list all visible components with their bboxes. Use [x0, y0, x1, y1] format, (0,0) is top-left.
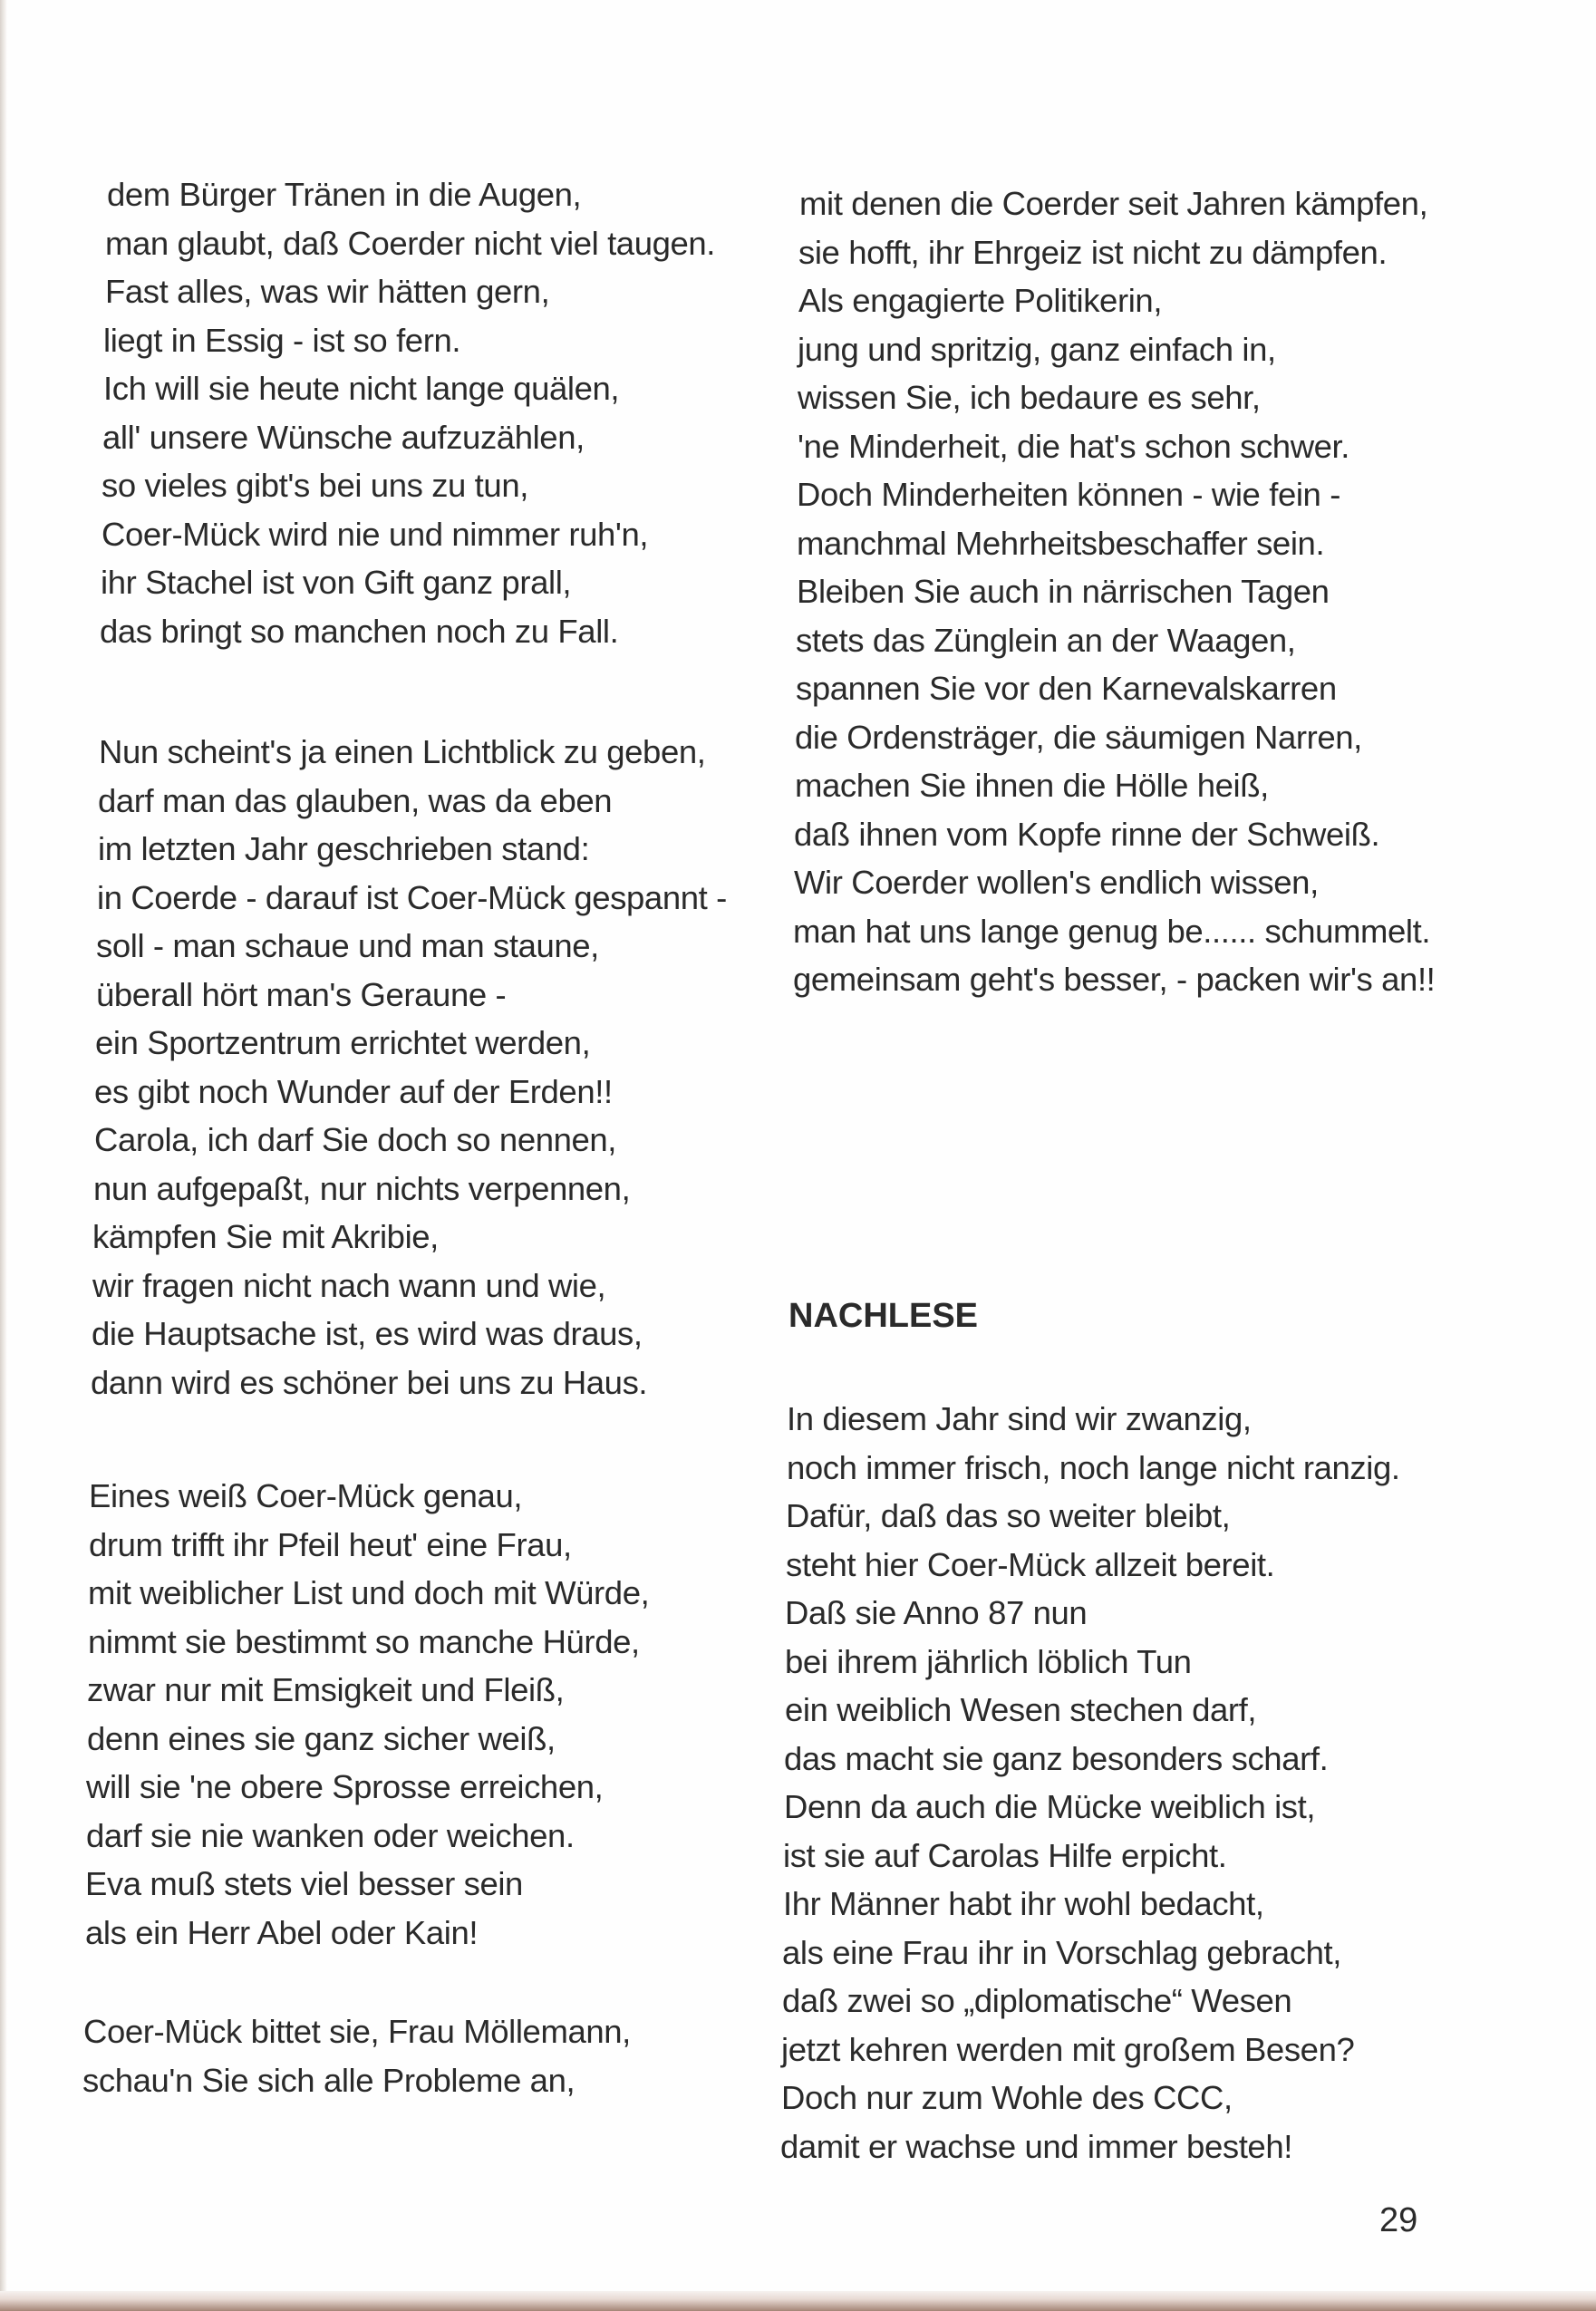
- verse-line: machen Sie ihnen die Hölle heiß,: [795, 767, 1269, 804]
- stanza-6: [780, 1395, 1474, 2171]
- verse-line: Daß sie Anno 87 nun: [785, 1594, 1088, 1631]
- verse-line: ein weiblich Wesen stechen darf,: [785, 1691, 1257, 1728]
- verse-line: damit er wachse und immer besteh!: [780, 2127, 1292, 2165]
- stanza-5: [785, 179, 1474, 1004]
- verse-line: 'ne Minderheit, die hat's schon schwer.: [798, 427, 1350, 465]
- left-column: [82, 170, 741, 2104]
- verse-line: manchmal Mehrheitsbeschaffer sein.: [797, 524, 1325, 562]
- stanza-2: [89, 728, 741, 1407]
- verse-line: Nun scheint's ja einen Lichtblick zu geben,: [99, 733, 706, 770]
- verse-line: Eva muß stets viel besser sein: [85, 1865, 523, 1902]
- verse-line: daß zwei so „diplomatische“ Wesen: [782, 1982, 1292, 2019]
- verse-line: In diesem Jahr sind wir zwanzig,: [787, 1400, 1252, 1437]
- verse-line: kämpfen Sie mit Akribie,: [92, 1218, 439, 1255]
- verse-line: ist sie auf Carolas Hilfe erpicht.: [783, 1836, 1227, 1874]
- verse-line: es gibt noch Wunder auf der Erden!!: [94, 1072, 613, 1110]
- verse-line: das macht sie ganz besonders scharf.: [784, 1739, 1329, 1777]
- verse-line: Fast alles, was wir hätten gern,: [105, 273, 550, 310]
- verse-line: als ein Herr Abel oder Kain!: [85, 1913, 479, 1951]
- verse-line: schau'n Sie sich alle Probleme an,: [82, 2061, 576, 2099]
- verse-line: stets das Zünglein an der Waagen,: [796, 621, 1296, 659]
- verse-line: sie hofft, ihr Ehrgeiz ist nicht zu dämpfen.: [798, 233, 1388, 271]
- verse-line: Wir Coerder wollen's endlich wissen,: [794, 864, 1319, 901]
- verse-line: im letzten Jahr geschrieben stand:: [98, 830, 590, 867]
- stanza-3: [85, 1472, 741, 1957]
- verse-line: zwar nur mit Emsigkeit und Fleiß,: [87, 1671, 565, 1708]
- verse-line: all' unsere Wünsche aufzuzählen,: [102, 418, 585, 456]
- verse-line: wissen Sie, ich bedaure es sehr,: [798, 379, 1261, 416]
- verse-line: Dafür, daß das so weiter bleibt,: [786, 1497, 1231, 1534]
- verse-line: noch immer frisch, noch lange nicht ranzig.: [787, 1448, 1400, 1486]
- verse-line: überall hört man's Geraune -: [96, 975, 507, 1013]
- verse-line: mit denen die Coerder seit Jahren kämpfen,: [799, 185, 1428, 222]
- verse-line: ein Sportzentrum errichtet werden,: [95, 1024, 591, 1061]
- verse-line: gemeinsam geht's besser, - packen wir's an!!: [793, 961, 1436, 998]
- verse-line: ihr Stachel ist von Gift ganz prall,: [101, 564, 572, 601]
- verse-line: als eine Frau ihr in Vorschlag gebracht,: [782, 1933, 1342, 1971]
- verse-line: denn eines sie ganz sicher weiß,: [87, 1719, 556, 1757]
- verse-line: man hat uns lange genug be...... schummelt.: [793, 912, 1431, 950]
- section-heading: NACHLESE: [788, 1296, 979, 1335]
- stanza-1: [89, 170, 741, 655]
- verse-line: wir fragen nicht nach wann und wie,: [92, 1266, 606, 1304]
- page-number: 29: [1379, 2201, 1418, 2239]
- verse-line: in Coerde - darauf ist Coer-Mück gespannt -: [97, 878, 727, 916]
- stanza-4: [82, 2007, 741, 2104]
- verse-line: bei ihrem jährlich löblich Tun: [785, 1642, 1192, 1680]
- verse-line: nun aufgepaßt, nur nichts verpennen,: [93, 1169, 631, 1207]
- right-column: [780, 179, 1474, 2171]
- verse-line: Als engagierte Politikerin,: [798, 282, 1163, 319]
- verse-line: soll - man schaue und man staune,: [96, 927, 599, 964]
- verse-line: Coer-Mück bittet sie, Frau Möllemann,: [83, 2013, 631, 2050]
- verse-line: die Ordensträger, die säumigen Narren,: [795, 718, 1362, 756]
- verse-line: jung und spritzig, ganz einfach in,: [798, 330, 1276, 368]
- verse-line: mit weiblicher List und doch mit Würde,: [88, 1574, 650, 1611]
- verse-line: darf man das glauben, was da eben: [98, 781, 613, 819]
- verse-line: jetzt kehren werden mit großem Besen?: [781, 2030, 1355, 2068]
- verse-line: dem Bürger Tränen in die Augen,: [107, 176, 582, 213]
- verse-line: Bleiben Sie auch in närrischen Tagen: [797, 573, 1330, 610]
- verse-line: so vieles gibt's bei uns zu tun,: [102, 467, 528, 504]
- verse-line: steht hier Coer-Mück allzeit bereit.: [786, 1545, 1275, 1583]
- verse-line: will sie 'ne obere Sprosse erreichen,: [86, 1768, 604, 1805]
- verse-line: nimmt sie bestimmt so manche Hürde,: [88, 1622, 640, 1660]
- verse-line: Doch Minderheiten können - wie fein -: [797, 476, 1340, 513]
- verse-line: Doch nur zum Wohle des CCC,: [781, 2079, 1233, 2116]
- verse-line: Denn da auch die Mücke weiblich ist,: [784, 1788, 1316, 1825]
- verse-line: die Hauptsache ist, es wird was draus,: [92, 1315, 643, 1352]
- page-spine-shadow: [0, 0, 7, 2311]
- verse-line: Ich will sie heute nicht lange quälen,: [103, 370, 620, 407]
- verse-line: Carola, ich darf Sie doch so nennen,: [94, 1121, 617, 1158]
- verse-line: darf sie nie wanken oder weichen.: [86, 1816, 575, 1854]
- verse-line: Ihr Männer habt ihr wohl bedacht,: [783, 1885, 1264, 1922]
- verse-line: drum trifft ihr Pfeil heut' eine Frau,: [89, 1525, 572, 1563]
- verse-line: Coer-Mück wird nie und nimmer ruh'n,: [102, 515, 649, 553]
- verse-line: liegt in Essig - ist so fern.: [103, 321, 461, 359]
- page-bottom-edge: [0, 2291, 1596, 2311]
- verse-line: spannen Sie vor den Karnevalskarren: [796, 670, 1337, 707]
- verse-line: dann wird es schöner bei uns zu Haus.: [91, 1363, 648, 1401]
- verse-line: das bringt so manchen noch zu Fall.: [100, 612, 619, 650]
- verse-line: man glaubt, daß Coerder nicht viel taugen.: [105, 224, 716, 262]
- verse-line: Eines weiß Coer-Mück genau,: [89, 1477, 523, 1514]
- verse-line: daß ihnen vom Kopfe rinne der Schweiß.: [794, 815, 1380, 853]
